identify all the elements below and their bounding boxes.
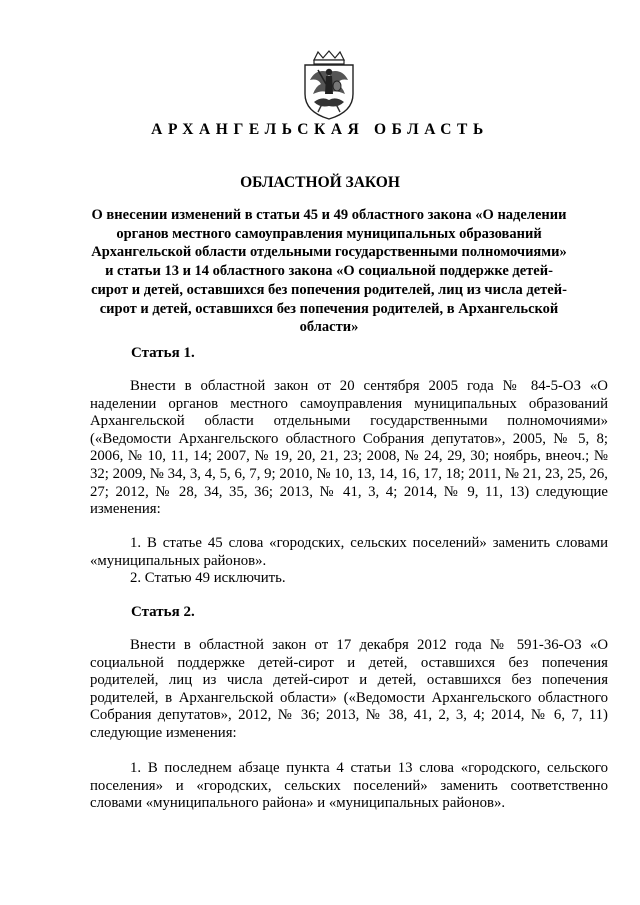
article-2-heading: Статья 2. [131, 604, 195, 620]
region-name: АРХАНГЕЛЬСКАЯ ОБЛАСТЬ [151, 121, 489, 138]
article-1-item-2-text: 2. Статью 49 исключить. [130, 570, 286, 586]
article-2-intro [90, 637, 608, 743]
law-title: О внесении изменений в статьи 45 и 49 областного закона «О наделении органов местного самоуправления муниципальных образований Архангельской области отдельными государственными полномочиями» и статьи 13 и 14 областного закона «О социальной поддержке детей-сирот и детей, оставшихся без попечения родителей, лиц из числа детей-сирот и детей, оставшихся без попечения родителей, в Архангельской области» [91, 207, 567, 336]
article-1-intro [90, 378, 608, 519]
article-2-item-1 [90, 760, 608, 813]
article-1-item-1-text: 1. В статье 45 слова «городских, сельских поселений» заменить словами «муниципальных районов». [90, 535, 608, 569]
article-2-item-1-text: 1. В последнем абзаце пункта 4 статьи 13 слова «городского, сельского поселения» и «городских, сельских поселений» заменить соответственно словами «муниципального района» и «муниципальных районов». [90, 760, 608, 812]
document-type: ОБЛАСТНОЙ ЗАКОН [240, 174, 400, 191]
article-1-item-2 [90, 570, 608, 588]
article-2-intro-text: Внести в областной закон от 17 декабря 2012 года № 591-36-ОЗ «О социальной поддержке детей-сирот и детей, оставшихся без попечения родителей, лиц из числа детей-сирот и детей, оставшихся без попечения родителей, в Архангельской области» («Ведомости Архангельского областного Собрания депутатов», 2012, № 36; 2013, № 38, 41, 2, 3, 4; 2014, № 6, 7, 11) следующие изменения: [90, 637, 608, 741]
article-1-item-1 [90, 535, 608, 570]
arkhangelsk-coat-of-arms-icon [296, 50, 362, 120]
article-1-heading: Статья 1. [131, 345, 195, 361]
article-1-intro-text: Внести в областной закон от 20 сентября 2005 года № 84-5-ОЗ «О наделении органов местного самоуправления муниципальных образований Архангельской области отдельными государственными полномочиями» («Ведомости Архангельского областного Собрания депутатов», 2005, № 5, 8; 2006, № 10, 11, 14; 2007, № 19, 20, 21, 23; 2008, № 24, 29, 30; ноябрь, внеоч.; № 32; 2009, № 34, 3, 4, 5, 6, 7, 9; 2010, № 10, 13, 14, 16, 17, 18; 2011, № 21, 23, 25, 26, 27; 2012, № 28, 34, 35, 36; 2013, № 41, 3, 4; 2014, № 9, 11, 13) следующие изменения: [90, 378, 608, 518]
